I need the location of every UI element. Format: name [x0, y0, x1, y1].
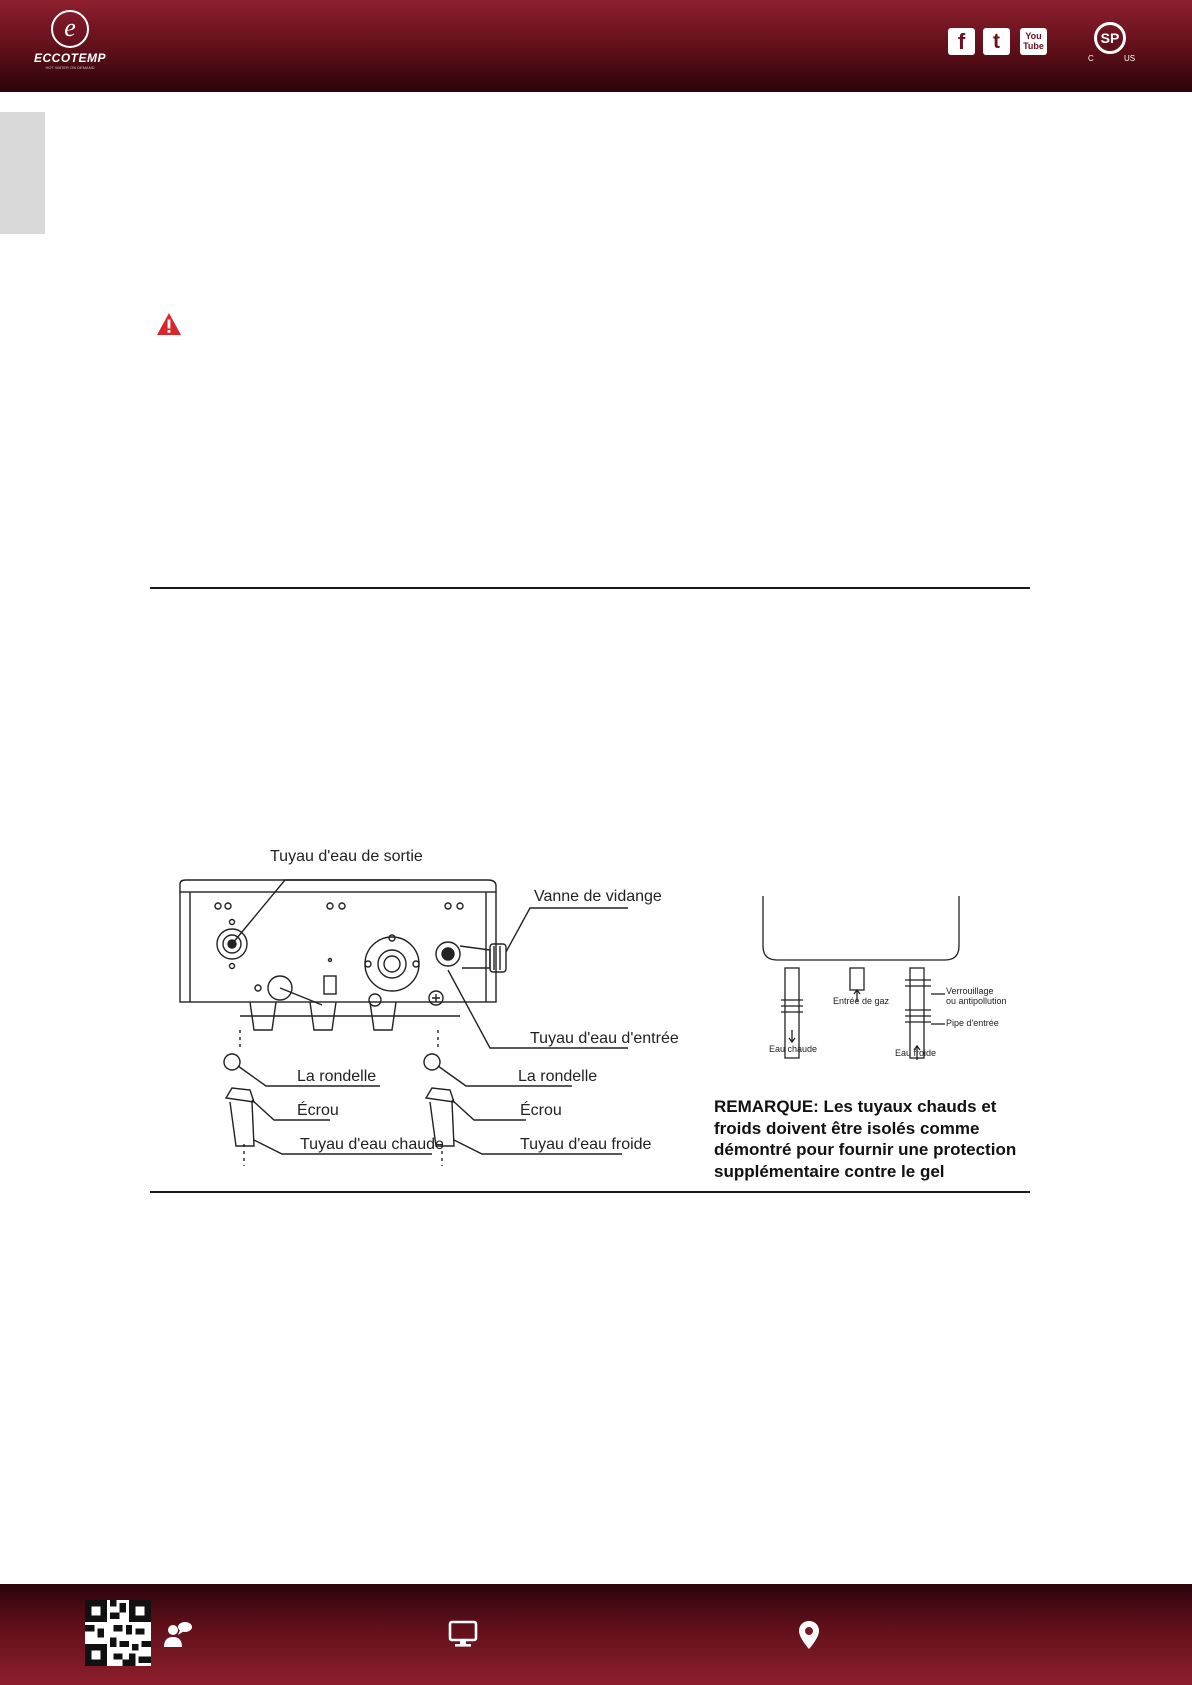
insulation-note: REMARQUE: Les tuyaux chauds et froids doivent être isolés comme démontré pour fournir une protection supplémentaire contre le gel	[714, 1097, 1017, 1181]
divider-top	[150, 587, 1030, 589]
youtube-icon-bottom: Tube	[1023, 41, 1044, 51]
label-drain-valve: Vanne de vidange	[534, 888, 662, 905]
youtube-icon[interactable]	[1020, 28, 1047, 55]
label-nut-right: Écrou	[520, 1102, 562, 1119]
header-bar	[0, 0, 1192, 92]
inset-gas-inlet: Entrée de gaz	[833, 996, 890, 1006]
inset-hot-water: Eau chaude	[769, 1044, 818, 1054]
insulation-inset-diagram	[755, 890, 1025, 1070]
map-pin-icon[interactable]	[798, 1620, 820, 1650]
installation-diagram	[170, 840, 680, 1170]
youtube-icon-top: You	[1025, 31, 1042, 41]
csa-mark: SP	[1094, 22, 1126, 54]
divider-bottom	[150, 1191, 1030, 1193]
csa-certification-icon	[1088, 20, 1140, 66]
inset-cold-water: Eau froide	[895, 1048, 937, 1058]
inset-inlet-pipe: Pipe d'entrée	[946, 1018, 999, 1028]
label-hot-pipe: Tuyau d'eau chaude	[300, 1136, 444, 1153]
side-tab	[0, 112, 45, 234]
monitor-icon[interactable]	[448, 1620, 478, 1648]
inset-lock-line2: ou antipollution	[946, 996, 1007, 1006]
qr-code-icon[interactable]	[85, 1600, 151, 1666]
csa-c-letter: C	[1088, 54, 1094, 63]
logo-mark: e	[51, 10, 89, 48]
twitter-icon[interactable]: t	[983, 28, 1010, 55]
logo-tagline: HOT WATER ON DEMAND	[45, 65, 95, 70]
logo-brand-text: ECCOTEMP	[33, 51, 106, 65]
label-washer-left: La rondelle	[297, 1068, 377, 1085]
person-chat-icon[interactable]	[164, 1621, 192, 1647]
inset-drawing	[755, 890, 1025, 1070]
csa-us-letters: US	[1124, 54, 1136, 63]
label-nut-left: Écrou	[297, 1102, 339, 1119]
facebook-icon[interactable]: f	[948, 28, 975, 55]
warning-icon	[156, 312, 182, 336]
label-outlet-pipe: Tuyau d'eau de sortie	[270, 848, 423, 865]
label-washer-right: La rondelle	[518, 1068, 598, 1085]
label-cold-pipe: Tuyau d'eau froide	[520, 1136, 652, 1153]
eccotemp-logo[interactable]	[30, 10, 110, 72]
inset-lock-line1: Verrouillage	[946, 986, 994, 996]
label-inlet-pipe: Tuyau d'eau d'entrée	[530, 1030, 679, 1047]
